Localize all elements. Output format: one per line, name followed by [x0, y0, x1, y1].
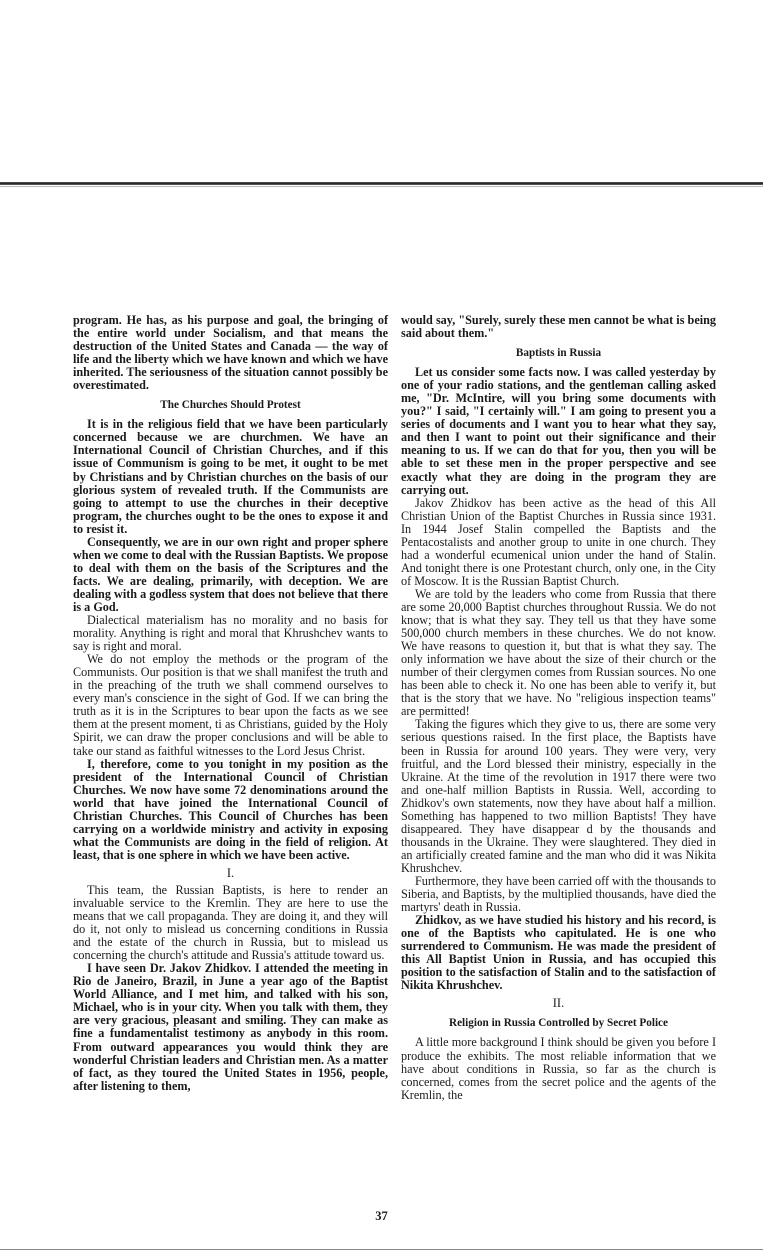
paragraph: would say, "Surely, surely these men cannot be what is being said about them."	[401, 313, 716, 341]
paragraph: Zhidkov, as we have studied his history and his record, is one of the Baptists who capitulated. He is one who surrendered to Communism. He was made the president of this All Baptist Union in Russia, and has occupied this position to the satisfaction of Stalin and to the satisfaction of Nikita Khrushchev.	[401, 913, 716, 993]
right-column	[401, 314, 716, 1102]
left-column	[73, 314, 388, 1093]
paragraph: Jakov Zhidkov has been active as the head of this All Christian Union of the Baptist Churches in Russia since 1931. In 1944 Josef Stalin compelled the Baptists and the Pentacostalists and another group to unite in one church. They had a wonderful ecumenical union under the hand of Stalin. And tonight there is one Protestant church, only one, in the City of Moscow. It is the Russian Baptist Church.	[401, 495, 716, 588]
section-heading: Baptists in Russia	[515, 347, 602, 360]
paragraph: We do not employ the methods or the program of the Communists. Our position is that we shall manifest the truth and in the preaching of the truth we shall commend ourselves to every man's conscience in the sight of God. If we can bring the truth as it is in the Scriptures to bear upon the facts as we see them at the present moment, ti as Christians, guided by the Holy Spirit, we can draw the proper conclusions and will be able to take our stand as faithful witnesses to the Lord Jesus Christ.	[73, 652, 388, 758]
paragraph: It is in the religious field that we have been particularly concerned because we are churchmen. We have an International Council of Christian Churches, and if this issue of Communism is going to be met, it ought to be met by Christians and by Christian churches on the basis of our glorious system of revealed truth. If the Communists are going to attempt to use the churches in their deceptive program, the churches ought to be the ones to expose it and to resist it.	[73, 417, 388, 536]
paragraph: This team, the Russian Baptists, is here to render an invaluable service to the Kremlin. They are here to use the means that we call propaganda. They are doing it, and they will do it, not only to mislead us concerning conditions in Russia and the estate of the church in Russia, but to mislead us concerning the church's attitude and Russia's attitude toward us.	[73, 882, 388, 963]
top-rule	[0, 182, 763, 185]
paragraph: Dialectical materialism has no morality and no basis for morality. Anything is right and moral that Khrushchev wants to say is right and moral.	[73, 613, 388, 654]
paragraph: Consequently, we are in our own right and proper sphere when we come to deal with the Russian Baptists. We propose to deal with them on the basis of the Scriptures and the facts. We are dealing, primarily, with deception. We are dealing with a godless system that does not believe that there is a God.	[73, 534, 388, 614]
section-heading: Religion in Russia Controlled by Secret Police	[449, 1017, 668, 1030]
paragraph: Furthermore, they have been carried off with the thousands to Siberia, and Baptists, by the multiplied thousands, have died the martyrs' death in Russia.	[401, 873, 716, 915]
top-rule-shadow	[0, 186, 763, 187]
bottom-rule	[0, 1249, 763, 1250]
page-number: 37	[375, 1209, 388, 1223]
paragraph: program. He has, as his purpose and goal, the bringing of the entire world under Socialism, and that means the destruction of the United States and Canada — the way of life and the liberty which we have known and which we have inherited. The seriousness of the situation cannot possibly be overestimated.	[73, 313, 388, 393]
section-number: II.	[552, 996, 565, 1011]
section-heading: The Churches Should Protest	[160, 399, 301, 412]
section-number: I.	[226, 865, 235, 880]
paragraph: I, therefore, come to you tonight in my position as the president of the International Council of Christian Churches. We now have some 72 denominations around the world that have joined the International Council of Christian Churches. This Council of Churches has been carrying on a worldwide ministry and activity in exposing what the Communists are doing in the field of religion. At least, that is one sphere in which we have been active.	[73, 756, 388, 862]
paragraph: A little more background I think should be given you before I produce the exhibits. The most reliable information that we have about conditions in Russia, so far as the church is concerned, comes from the secret police and the agents of the Kremlin, the	[401, 1035, 716, 1102]
paragraph: Taking the figures which they give to us, there are some very serious questions raised. In the first place, the Baptists have been in Russia for around 100 years. They were very, very fruitful, and the Lord blessed their ministry, especially in the Ukraine. At the time of the revolution in 1917 there were two and one-half million Baptists in Russia. Well, according to Zhidkov's own statements, now they have about half a million. Something has happened to two million Baptists! They have disappeared. They have disappear d by the thousands and thousands in the Ukraine. They were slaughtered. They died in an artificially created famine and the man who did it was Nikita Khrushchev.	[401, 717, 716, 875]
paragraph: We are told by the leaders who come from Russia that there are some 20,000 Baptist churches throughout Russia. We do not know; that is what they say. They tell us that they have some 500,000 church members in these churches. We do not know. We have reasons to question it, but that is what they say. The only information we have about the size of their church or the number of their clergymen comes from Russian sources. No one has been able to check it. No one has been able to verify it, but that is the story that we have. No "religious inspection teams" are permitted!	[401, 586, 716, 719]
paragraph: I have seen Dr. Jakov Zhidkov. I attended the meeting in Rio de Janeiro, Brazil, in June a year ago of the Baptist World Alliance, and I met him, and talked with his son, Michael, who is in your city. When you talk with them, they are very gracious, pleasant and smiling. They can make as fine a fundamentalist testimony as anybody in this room. From outward appearances you would think they are wonderful Christian leaders and Christian men. As a matter of fact, as they toured the United States in 1956, people, after listening to them,	[73, 961, 388, 1093]
paragraph: Let us consider some facts now. I was called yesterday by one of your radio stations, and the gentleman calling asked me, "Dr. McIntire, will you bring some documents with you?" I said, "I certainly will." I am going to present you a series of documents and I want you to hear what they say, and then I want to point out their significance and their meaning to us. If we can do that for you, then you will be able to set these men in the proper perspective and see exactly what they are doing in the program they are carrying out.	[401, 365, 716, 497]
